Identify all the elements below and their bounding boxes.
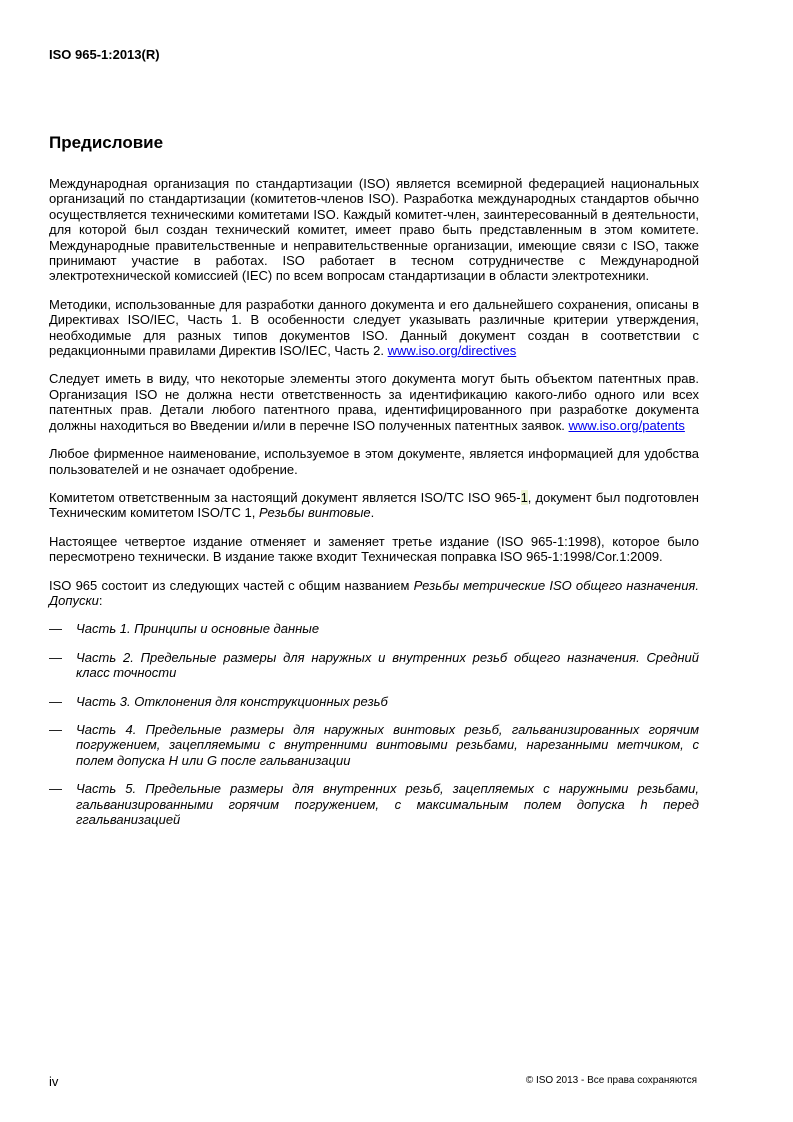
paragraph-directives-text: Методики, использованные для разработки данного документа и его дальнейшего сохранения, описаны в Директивах ISO/IEC, Часть 1. В особенности следует указывать различные критерии утверждения, необходимые для разных типов документов ISO. Данный документ создан в соответствии с редакционными правилами Директив ISO/IEC, Часть 2.: [49, 296, 699, 359]
page-number: iv: [49, 1074, 59, 1089]
paragraph-parts-intro: [49, 578, 699, 609]
parts-general-title: Резьбы метрические ISO общего назначения. Допуски: [49, 577, 699, 608]
list-item: [49, 650, 699, 681]
paragraph-committee: [49, 490, 699, 521]
list-item-text: Часть 1. Принципы и основные данные: [76, 621, 320, 637]
paragraph-patents: [49, 371, 699, 433]
dash-marker: —: [49, 621, 62, 637]
committee-text-end: , документ был подготовлен Техническим комитетом ISO/TC 1,: [49, 489, 699, 521]
list-item-text: Часть 4. Предельные размеры для наружных винтовых резьб, гальванизированных горячим погружением, зацепляемыми с внутренними винтовыми резьбами, нарезанными метчиком, с полем допуска H или G после гальванизации: [76, 721, 699, 768]
dash-marker: —: [49, 693, 62, 709]
parts-intro-text: ISO 965 состоит из следующих частей с общим названием: [49, 577, 410, 593]
paragraph-edition: Настоящее четвертое издание отменяет и заменяет третье издание (ISO 965-1:1998), которое было пересмотрено технически. В издание также входит Техническая поправка ISO 965-1:1998/Cor.1:2009.: [49, 533, 699, 565]
document-id: ISO 965-1:2013(R): [49, 47, 160, 62]
patents-link[interactable]: www.iso.org/patents: [568, 417, 685, 433]
list-item-text: Часть 5. Предельные размеры для внутренних резьб, зацепляемых с наружными резьбами, гальванизированными горячим погружением, с максимальным полем допуска h перед ггальванизацией: [76, 781, 699, 827]
main-content: [49, 176, 699, 840]
paragraph-iso-intro: Международная организация по стандартизации (ISO) является всемирной федерацией национальных организаций по стандартизации (комитетов-членов ISO). Разработка международных стандартов обычно осуществляется техническими комитетами ISO. Каждый комитет-член, заинтересованный в деятельности, для которой был создан технический комитет, имеет право быть представленным в этом комитете. Международные правительственные и неправительственные организации, имеющие связи с ISO, также принимают участие в работах. ISO работает в тесном сотрудничестве с Международной электротехнической комиссией (IEC) по всем вопросам стандартизации в области электротехники.: [49, 176, 699, 284]
committee-title-italic: Резьбы винтовые: [258, 505, 371, 521]
list-item: [49, 694, 699, 709]
list-item: [49, 781, 699, 827]
list-item-text: Часть 3. Отклонения для конструкционных резьб: [76, 693, 388, 709]
parts-intro-colon: :: [98, 592, 103, 608]
page-title: Предисловие: [49, 133, 164, 152]
list-item: [49, 722, 699, 768]
dash-marker: —: [49, 649, 62, 665]
directives-link[interactable]: www.iso.org/directives: [387, 343, 517, 359]
committee-period: .: [370, 505, 375, 521]
paragraph-trade-names: Любое фирменное наименование, используемое в этом документе, является информацией для удобства пользователей и не означает одобрение.: [49, 446, 699, 477]
list-item-text: Часть 2. Предельные размеры для наружных и внутренних резьб общего назначения. Средний класс точности: [76, 649, 699, 681]
committee-text-start: Комитетом ответственным за настоящий документ является ISO/TC ISO 965-: [49, 489, 521, 505]
dash-marker: —: [49, 781, 62, 797]
paragraph-directives: [49, 297, 699, 359]
copyright-notice: © ISO 2013 - Все права сохраняются: [525, 1075, 697, 1086]
parts-list: [49, 621, 699, 827]
list-item: [49, 621, 699, 636]
dash-marker: —: [49, 721, 62, 737]
paragraph-patents-text: Следует иметь в виду, что некоторые элементы этого документа могут быть объектом патентных прав. Организация ISO не должна нести ответственность за идентификацию какого-либо одного или всех патентных прав. Детали любого патентного права, идентифицированного при разработке документа должны находиться во Введении и/или в перечне ISO полученных патентных заявок.: [49, 371, 699, 433]
committee-highlight: 1: [520, 489, 528, 505]
